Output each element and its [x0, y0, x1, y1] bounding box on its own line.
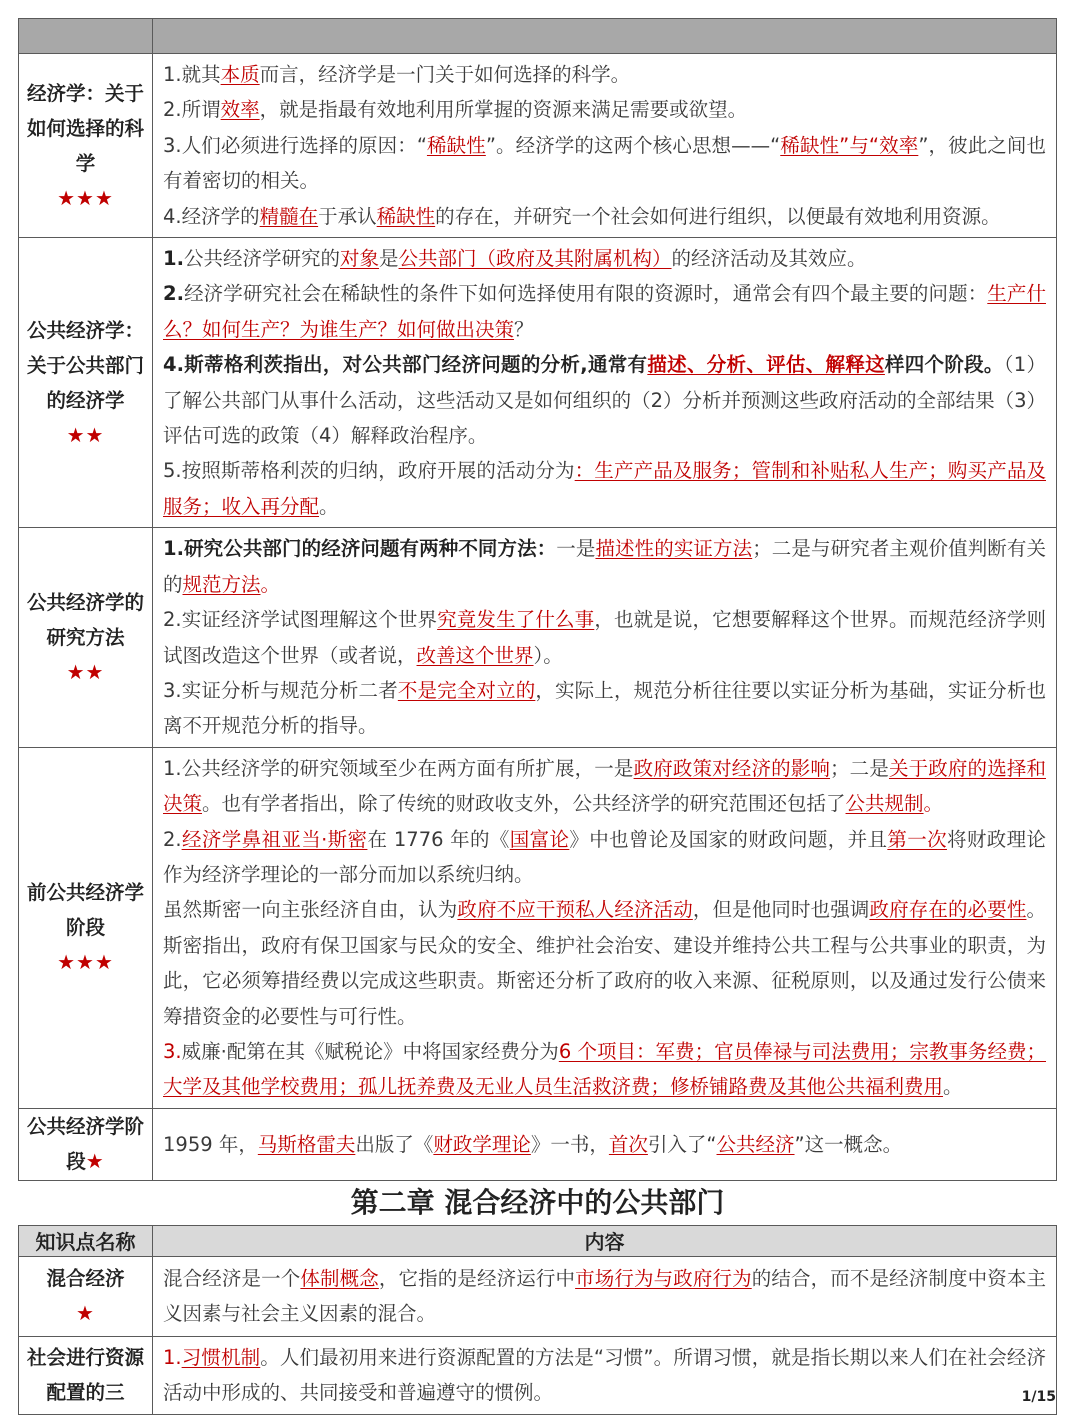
knowledge-point-name: [19, 238, 153, 528]
text-segment: 2.所谓: [163, 98, 221, 122]
text-segment: 混合经济是一个: [163, 1266, 301, 1290]
document-page: [18, 18, 1057, 1415]
key-term: 关于政府的选择和决策: [163, 756, 1046, 816]
content-paragraph: [163, 241, 1046, 276]
text-segment: 经济学研究社会在稀缺性的条件下如何选择使用有限的资源时，通常会有四个最主要的问题：: [183, 282, 988, 306]
key-term: 公共经济: [716, 1132, 795, 1156]
text-segment: 。也有学者指出，除了传统的财政收支外，公共经济学的研究范围还包括了: [202, 792, 846, 816]
knowledge-content: [153, 1108, 1057, 1180]
content-paragraph: [163, 57, 1046, 92]
text-segment: 的结合，而不是经济制度中资本主义因素与社会主义因素的混合。: [163, 1266, 1046, 1326]
key-term: 政府存在的必要性: [869, 898, 1027, 922]
text-segment: 2.: [163, 827, 182, 851]
key-term: 公共部门（政府及其附属机构）: [398, 247, 672, 271]
text-segment: 》一书，: [530, 1132, 609, 1156]
key-term: 公共规制: [845, 792, 924, 816]
red-text: 。: [923, 792, 944, 816]
text-segment: 1.就其: [163, 63, 221, 86]
table-row: [19, 1336, 1057, 1414]
key-term: 6 个项目：军费；官员俸禄与司法费用；宗教事务经费；大学及其他学校费用；孤儿抚养费及无业人员生活救济费；修桥铺路费及其他公共福利费用: [163, 1039, 1046, 1099]
text-segment: 1959 年，: [163, 1132, 258, 1156]
bold-text: 4.斯蒂格利茨指出，对公共部门经济问题的分析,通常有: [163, 353, 648, 377]
knowledge-point-name: [19, 528, 153, 747]
text-segment: 的存在，并研究一个社会如何进行组织，以便最有效地利用资源。: [435, 204, 1001, 228]
text-segment: ，就是指最有效地利用所掌握的资源来满足需要或欲望。: [259, 98, 748, 122]
text-segment: 在 1776 年的《: [367, 827, 510, 851]
red-text: 1.: [163, 1345, 182, 1369]
content-paragraph: [163, 673, 1046, 744]
key-term: 稀缺性”与“效率: [780, 133, 919, 157]
key-term: 市场行为与政府行为: [575, 1266, 752, 1290]
text-segment: ，它指的是经济运行中: [378, 1266, 576, 1290]
key-term: 究竟发生了什么事: [437, 608, 595, 632]
text-segment: ”，彼此之间也有着密切的相关。: [163, 133, 1046, 193]
knowledge-point-name: [19, 1336, 153, 1414]
knowledge-content: [153, 747, 1057, 1108]
text-segment: ”。经济学的这两个核心思想——“: [485, 133, 781, 157]
text-segment: 3.实证分析与规范分析二者: [163, 678, 398, 702]
knowledge-content: [153, 1336, 1057, 1414]
key-term-bold: 描述、分析、评估、解释这: [647, 353, 885, 377]
bold-text: 样四个阶段。: [884, 353, 1004, 377]
importance-stars: ★★★: [57, 950, 114, 975]
key-term: 精髓在: [259, 204, 319, 228]
knowledge-point-label: 前公共经济学阶段: [27, 881, 145, 940]
text-segment: 引入了“: [647, 1132, 717, 1156]
key-term: 财政学理论: [433, 1132, 531, 1156]
key-term: 首次: [608, 1132, 648, 1156]
knowledge-point-name: [19, 747, 153, 1108]
knowledge-point-label: 公共经济学：关于公共部门的经济学: [27, 318, 145, 412]
key-term: 经济学鼻祖亚当·斯密: [181, 827, 368, 851]
content-paragraph: [163, 1340, 1046, 1411]
header-key: 知识点名称: [19, 1225, 153, 1256]
content-paragraph: [163, 1034, 1046, 1105]
key-term: 第一次: [887, 827, 947, 851]
key-term: ：生产产品及服务；管制和补贴私人生产；购买产品及服务；收入再分配: [163, 459, 1046, 518]
bold-text: 2.: [163, 282, 184, 306]
text-segment: 虽然斯密一向主张经济自由，认为: [163, 898, 458, 922]
text-segment: 而言，经济学是一门关于如何选择的科学。: [259, 63, 631, 86]
knowledge-point-name: [19, 1108, 153, 1180]
text-segment: 》中也曾论及国家的财政问题，并且: [569, 827, 888, 851]
text-segment: 。: [319, 494, 339, 518]
content-paragraph: [163, 128, 1046, 199]
text-segment: （1）了解公共部门从事什么活动，这些活动又是如何组织的（2）分析并预测这些政府活动的全部结果（3）评估可选的政策（4）解释政治程序。: [163, 353, 1046, 448]
text-segment: ”这一概念。: [794, 1132, 903, 1156]
content-paragraph: [163, 892, 1046, 1034]
table-row: [19, 238, 1057, 528]
table-row: [19, 528, 1057, 747]
text-segment: 5.按照斯蒂格利茨的归纳，政府开展的活动分为: [163, 459, 575, 483]
content-paragraph: [163, 1127, 1046, 1162]
knowledge-point-name: [19, 54, 153, 238]
text-segment: 。人们最初用来进行资源配置的方法是“习惯”。所谓习惯，就是指长期以来人们在社会经济活动中形成的、共同接受和普遍遵守的惯例。: [163, 1345, 1046, 1405]
content-paragraph: [163, 822, 1046, 893]
key-term: 政府不应干预私人经济活动: [457, 898, 693, 922]
importance-stars: ★★★: [57, 185, 114, 210]
key-term: 规范方法: [182, 572, 261, 596]
text-segment: 将财政理论作为经济学理论的一部分而加以系统归纳。: [163, 827, 1046, 886]
text-segment: ，也就是说，它想要解释这个世界。而规范经济学则试图改造这个世界（或者说，: [163, 608, 1046, 667]
key-term: 国富论: [509, 827, 570, 851]
content-paragraph: [163, 602, 1046, 673]
key-term: 对象: [340, 247, 380, 271]
text-segment: ；二是与研究者主观价值判断有关的: [163, 537, 1046, 596]
importance-stars: ★★: [66, 422, 105, 447]
knowledge-point-label: 经济学：关于如何选择的科学: [27, 81, 145, 175]
table-row: [19, 747, 1057, 1108]
content-paragraph: [163, 1261, 1046, 1332]
text-segment: 是: [379, 247, 399, 271]
text-segment: 公共经济学研究的: [183, 247, 340, 271]
page-number: 1/15: [1021, 1389, 1056, 1405]
knowledge-table-2: [18, 1225, 1057, 1415]
knowledge-content: [153, 54, 1057, 238]
key-term: 稀缺性: [426, 133, 486, 157]
text-segment: 出版了《: [355, 1132, 434, 1156]
content-paragraph: [163, 276, 1046, 347]
table-header-bar: [19, 19, 1057, 54]
knowledge-point-label: 公共经济学阶段: [27, 1115, 145, 1174]
key-term: 体制概念: [300, 1266, 379, 1290]
text-segment: 于承认: [318, 204, 377, 228]
knowledge-point-label: 公共经济学的研究方法: [27, 591, 145, 649]
text-segment: ？: [514, 317, 534, 341]
text-segment: 。斯密指出，政府有保卫国家与民众的安全、维护社会治安、建设并维持公共工程与公共事业的职责，为此，它必须筹措经费以完成这些职责。斯密还分析了政府的收入来源、征税原则，以及通过发行公债来筹措资金的必要性与可行性。: [163, 898, 1046, 1028]
knowledge-point-name: [19, 1256, 153, 1336]
knowledge-content: [153, 528, 1057, 747]
header-content: 内容: [153, 1225, 1057, 1256]
key-term: 不是完全对立的: [397, 678, 536, 702]
text-segment: ；二是: [830, 756, 889, 780]
content-paragraph: [163, 453, 1046, 524]
knowledge-content: [153, 238, 1057, 528]
red-text: 3.: [163, 1039, 182, 1063]
content-paragraph: [163, 347, 1046, 453]
content-paragraph: [163, 199, 1046, 234]
text-segment: 1.公共经济学的研究领域至少在两方面有所扩展，一是: [163, 756, 634, 780]
chapter-title: 第二章 混合经济中的公共部门: [350, 1185, 725, 1219]
table-row: [19, 1256, 1057, 1336]
knowledge-table-1: [18, 18, 1057, 1181]
text-segment: 3.人们必须进行选择的原因：“: [163, 133, 427, 157]
knowledge-point-label: 社会进行资源配置的三: [27, 1346, 145, 1405]
importance-stars: ★★: [66, 660, 105, 684]
text-segment: 。: [943, 1075, 963, 1099]
red-text: 。: [260, 572, 281, 596]
knowledge-content: [153, 1256, 1057, 1336]
key-term: 效率: [220, 98, 260, 122]
key-term: 生产什么？如何生产？为谁生产？如何做出决策: [163, 282, 1046, 341]
content-paragraph: [163, 751, 1046, 822]
text-segment: ，实际上，规范分析往往要以实证分析为基础，实证分析也离不开规范分析的指导。: [163, 678, 1046, 738]
text-segment: 威廉·配第在其《赋税论》中将国家经费分为: [181, 1039, 559, 1063]
key-term: 马斯格雷夫: [257, 1132, 356, 1156]
text-segment: 4.经济学的: [163, 204, 260, 228]
table-row: [19, 54, 1057, 238]
text-segment: 2.实证经济学试图理解这个世界: [163, 608, 438, 632]
bold-text: 1.研究公共部门的经济问题有两种不同方法：: [163, 537, 557, 561]
key-term: 描述性的实证方法: [595, 537, 753, 561]
text-segment: 的经济活动及其效应。: [671, 247, 867, 271]
knowledge-point-label: 混合经济: [46, 1267, 125, 1291]
key-term: 本质: [220, 63, 260, 86]
importance-stars: ★: [76, 1301, 95, 1326]
key-term: 稀缺性: [376, 204, 436, 228]
table-header-row: [19, 1225, 1057, 1256]
importance-stars: ★: [85, 1149, 105, 1174]
table-row: [19, 1108, 1057, 1180]
bold-text: 1.: [163, 247, 184, 271]
content-paragraph: [163, 531, 1046, 602]
key-term: 改善这个世界: [416, 643, 534, 667]
key-term: 习惯机制: [181, 1345, 261, 1369]
content-paragraph: [163, 92, 1046, 127]
text-segment: ，但是他同时也强调: [692, 898, 870, 922]
text-segment: ）。: [533, 643, 563, 667]
key-term: 政府政策对经济的影响: [633, 756, 831, 780]
text-segment: 一是: [556, 537, 596, 561]
